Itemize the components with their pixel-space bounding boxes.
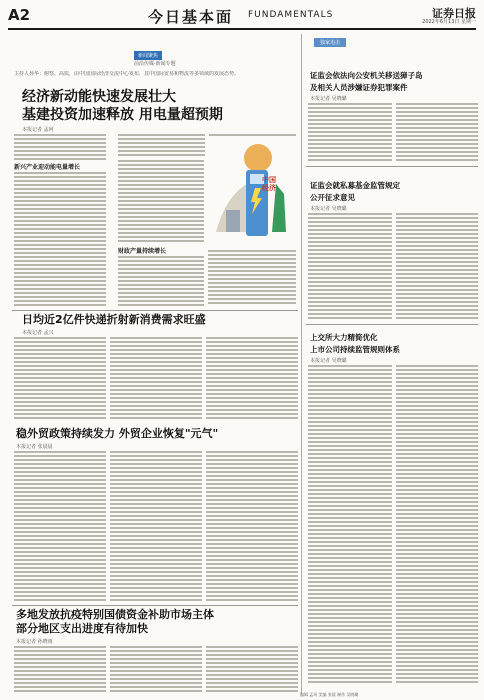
newspaper-logo: 证券日报	[432, 7, 476, 20]
masthead	[8, 4, 476, 30]
headline-ev-line1: 经济新动能快速发展壮大	[22, 89, 176, 105]
body-text	[308, 103, 478, 163]
body-text	[14, 172, 106, 306]
body-text	[14, 134, 106, 160]
byline-right3: 本报记者 吴晓璐	[310, 358, 347, 364]
china-economy-icon	[206, 136, 296, 246]
headline-right1-line2: 及相关人员涉嫌证券犯罪案件	[310, 83, 408, 92]
byline-right1: 本报记者 吴晓璐	[310, 96, 347, 102]
body-text	[14, 646, 298, 692]
byline-bond: 本报记者 孙晓雨	[16, 639, 53, 645]
body-text	[14, 337, 298, 421]
byline-right2: 本报记者 吴晓璐	[310, 206, 347, 212]
body-text	[118, 256, 204, 306]
illustration-image	[206, 136, 296, 246]
headline-bond-line2: 部分地区支出进度有待加快	[16, 622, 148, 635]
section-title-en: FUNDAMENTALS	[248, 10, 334, 20]
lead-note: 主持人孙华：俯察、高质，由中国国际经济交流中心发布，其中国际贸易和物流等多领域的发展态势。	[14, 71, 240, 77]
byline-trade: 本报记者 张晨晨	[16, 444, 53, 450]
section-title: 今日基本面	[148, 8, 234, 26]
banner-label: 新闻聚焦	[134, 51, 162, 60]
page-footer: 编辑 孟珂 美编 张晨 制作 吴晓璐	[300, 692, 359, 697]
body-text	[14, 451, 298, 601]
column-divider	[301, 34, 302, 694]
byline-car: 本报记者 孟兴	[22, 330, 54, 336]
headline-right3-line1: 上交所大力精简优化	[310, 333, 378, 342]
byline-ev: 本报记者 孟珂	[22, 127, 54, 133]
body-text	[118, 160, 204, 244]
headline-right3-line2: 上市公司持续监管规则体系	[310, 345, 400, 354]
image-caption: 中国经济	[262, 176, 276, 192]
banner-sub: 前沿传媒·新闻专题	[134, 61, 176, 67]
headline-right2-line2: 公开征求意见	[310, 193, 355, 202]
sidebar-label: 独家追击	[314, 38, 346, 47]
headline-right1-line1: 证监会依法向公安机关移送獐子岛	[310, 71, 423, 80]
issue-date: 2022年6月13日 星期一	[422, 19, 476, 25]
page-number: A2	[8, 6, 31, 24]
headline-trade: 稳外贸政策持续发力 外贸企业恢复"元气"	[16, 427, 219, 440]
headline-bond-line1: 多地发放抗疫特别国债资金补助市场主体	[16, 608, 214, 621]
headline-car: 日均近2亿件快递折射新消费需求旺盛	[22, 313, 206, 326]
headline-right2-line1: 证监会就私募基金监管规定	[310, 181, 400, 190]
body-text	[308, 213, 478, 321]
body-text	[208, 250, 296, 306]
subhead-ev-2: 财政产量持续增长	[118, 248, 167, 255]
body-text	[308, 365, 478, 685]
subhead-ev-1: 新兴产业迎动能电量增长	[14, 164, 81, 171]
headline-ev-line2: 基建投资加速释放 用电量超预期	[22, 107, 223, 123]
